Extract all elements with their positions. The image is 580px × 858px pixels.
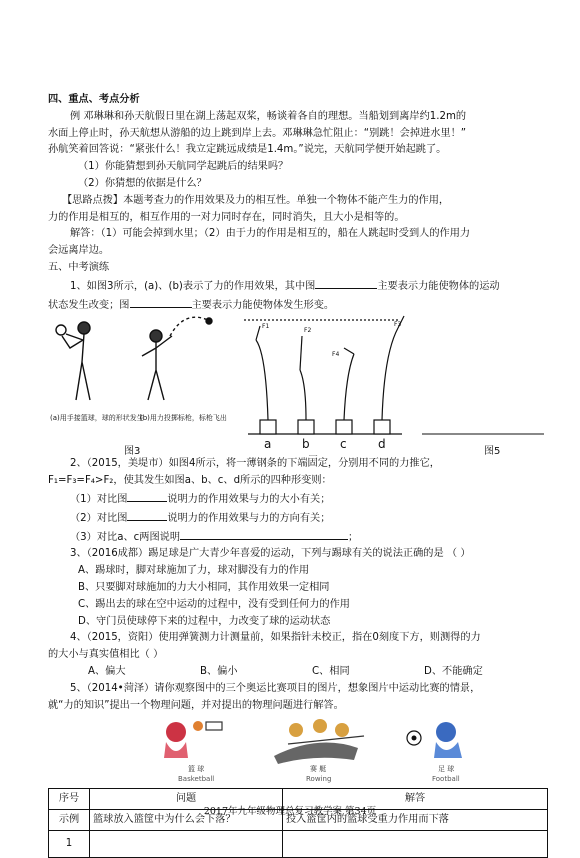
problem2-item2-text-a: （2）对比图: [70, 512, 128, 524]
problem1-blank-1[interactable]: [315, 277, 377, 289]
figure4-letter-a: a: [264, 437, 272, 452]
problem1-line2: [48, 296, 548, 315]
figure4-caption: [308, 455, 324, 456]
table-cell: 投入篮筐内的篮球受重力作用而下落: [283, 810, 548, 831]
problem5-line1: 5、（2014•菏泽）请你观察图中的三个奥运比赛项目的图片，想象图片中运动比赛的情景，: [70, 682, 481, 694]
section4-heading: 四、重点、考点分析: [48, 94, 140, 105]
figure4-letter-c: c: [340, 437, 347, 452]
problem3-option-b: B、只要脚对球施加的力大小相同，其作用效果一定相同: [78, 581, 330, 593]
table-cell: 1: [49, 831, 90, 858]
problem2-item1-text-b: 说明力的作用效果与力的大小有关；: [167, 493, 331, 505]
problem4-option-d: D、不能确定: [424, 665, 483, 677]
example-paragraph-1: 例 邓琳琳和孙天航假日里在湖上荡起双桨，畅谈着各自的理想。当船划到离岸约1.2m的: [70, 110, 467, 122]
problem1-text-a: 1、如图3所示，(a)、(b)表示了力的作用效果，其中图: [70, 280, 316, 292]
figure4-force-f2: F2: [304, 327, 312, 335]
problem2-item3-text-a: （3）对比a、c两图说明: [70, 531, 181, 543]
problem2-item3-text-b: ；: [348, 531, 359, 543]
basketball-pictogram: [164, 721, 222, 758]
problem2-blank-1[interactable]: [127, 490, 167, 502]
problem3-option-d: D、守门员使球停下来的过程中，力改变了球的运动状态: [78, 615, 331, 627]
problem2-line1: 2、（2015，美堤市）如图4所示，将一薄钢条的下端固定，分别用不同的力推它，: [70, 458, 440, 470]
figures-row: [48, 314, 548, 456]
football-cn-label: 足 球: [438, 765, 455, 774]
problem4-option-a: A、偏大: [88, 665, 126, 677]
problem3-option-a: A、踢球时，脚对球施加了力，球对脚没有力的作用: [78, 565, 310, 577]
problem2-item2: [48, 509, 548, 528]
problem1-text-d: 主要表示力能使物体发生形变。: [191, 299, 335, 311]
figure3-caption: 图3: [124, 446, 141, 457]
figure4-letter-b: b: [302, 437, 310, 452]
sports-pictograms: [48, 714, 548, 784]
sports-svg: [48, 714, 548, 784]
problem3-stem: 3、（2016成都）踢足球是广大青少年喜爱的运动，下列与踢球有关的说法正确的是 （ ）: [70, 548, 471, 560]
figure3a-label: (a)用手接篮球，球的形状发生: [50, 414, 144, 423]
rowing-en-label: Rowing: [306, 775, 332, 784]
figure3a-drawing: [56, 322, 90, 400]
answer-paragraph-1: 解答：（1）可能会掉到水里；（2）由于力的作用是相互的，船在人跳起时受到人的作用力: [70, 228, 471, 240]
rowing-cn-label: 赛 艇: [310, 765, 327, 774]
worksheet-page: [48, 92, 548, 858]
example-question-1: （1）你能猜想到孙天航同学起跳后的结果吗？: [78, 161, 289, 173]
table-header-cell: 序号: [49, 789, 90, 810]
basketball-en-label: Basketball: [178, 775, 215, 784]
figure4-drawing: [244, 316, 404, 434]
table-cell-input[interactable]: [90, 831, 283, 858]
problem2-blank-3[interactable]: [180, 528, 348, 540]
figure4-letter-d: d: [378, 437, 386, 452]
problem2-item2-text-b: 说明力的作用效果与力的方向有关；: [167, 512, 331, 524]
problem2-line2: F₁=F₃=F₄>F₂，使其发生如图a、b、c、d所示的四种形变则：: [48, 475, 332, 487]
football-pictogram: [407, 722, 462, 758]
problem3-option-c: C、踢出去的球在空中运动的过程中，没有受到任何力的作用: [78, 598, 350, 610]
figure4-force-f1: F1: [262, 323, 270, 331]
table-cell: 示例: [49, 810, 90, 831]
table-row: [49, 831, 548, 858]
problem2-blank-2[interactable]: [127, 509, 167, 521]
section5-heading: 五、中考演练: [48, 261, 110, 273]
table-header-cell: 问题: [90, 789, 283, 810]
problem1-blank-2[interactable]: [130, 296, 192, 308]
problem1-line1: [48, 277, 548, 296]
answer-paragraph-2: 会远离岸边。: [48, 245, 110, 257]
table-cell: 篮球放入篮筐中为什么会下落？: [90, 810, 283, 831]
problem2-item1: [48, 490, 548, 509]
table-header-cell: 解答: [283, 789, 548, 810]
football-en-label: Football: [432, 775, 460, 784]
figure4-force-f4: F4: [332, 351, 340, 359]
hint-paragraph-1: 【思路点拨】本题考查力的作用效果及力的相互性。单独一个物体不能产生力的作用，: [62, 194, 450, 206]
problem1-text-b: 主要表示力能使物体的运动: [377, 280, 500, 292]
problem1-text-c: 状态发生改变；图: [48, 299, 130, 311]
basketball-cn-label: 篮 球: [188, 765, 205, 774]
problem2-item3: [48, 528, 548, 547]
example-paragraph-2: 水面上停止时，孙天航想从游船的边上跳到岸上去。邓琳琳急忙阻止：“别跳！会掉进水里！”: [48, 127, 467, 139]
table-cell-input[interactable]: [283, 831, 548, 858]
figure5-caption: 图5: [484, 446, 501, 457]
example-question-2: （2）你猜想的依据是什么？: [78, 177, 207, 189]
hint-paragraph-2: 力的作用是相互的，相互作用的一对力同时存在，同时消失，且大小是相等的。: [48, 211, 405, 223]
example-paragraph-3: 孙航笑着回答说：“紧张什么！我立定跳远成绩是1.4m。”说完，天航同学便开始起跳了。: [48, 144, 447, 156]
problem2-item1-text-a: （1）对比图: [70, 493, 128, 505]
problem4-option-b: B、偏小: [200, 665, 238, 677]
problem4-line1: 4、（2015，资阳）使用弹簧测力计测量前，如果指针未校正，指在0刻度下方，则测得的力: [70, 632, 481, 644]
figure3b-drawing: [142, 318, 212, 401]
figure4-force-f3: F3: [394, 321, 402, 329]
problem5-line2: 就“力的知识”提出一个物理问题，并对提出的物理问题进行解答。: [48, 699, 344, 711]
figures-svg: [48, 314, 548, 456]
figure3b-label: (b)用力投掷标枪，标枪飞出: [140, 414, 227, 423]
answer-table: [48, 788, 548, 858]
problem4-line2: 的大小与真实值相比（ ）: [48, 649, 164, 661]
rowing-pictogram: [274, 719, 364, 764]
problem4-options: [48, 664, 548, 681]
problem4-option-c: C、相同: [312, 665, 350, 677]
page-footer: 2017年九年级物理总复习教学案 第34页: [203, 806, 377, 817]
